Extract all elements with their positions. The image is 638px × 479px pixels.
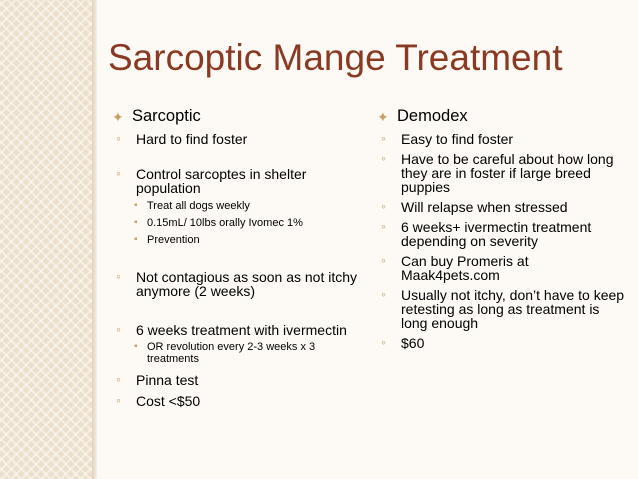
- list-item: ◦ Easy to find foster: [381, 130, 514, 147]
- list-item: ▪ 0.15mL/ 10lbs orally Ivomec 1%: [134, 217, 303, 229]
- list-item: ◦ Control sarcoptes in shelter population: [116, 165, 307, 196]
- slide-title: Sarcoptic Mange Treatment: [108, 37, 563, 78]
- bullet-icon: ▪: [134, 234, 138, 245]
- left-heading-item: [112, 107, 360, 126]
- bullet-icon: ◦: [381, 218, 386, 234]
- list-item: ▪ Treat all dogs weekly: [134, 200, 250, 212]
- bullet-icon: ◦: [116, 392, 121, 408]
- left-heading: Sarcoptic: [132, 107, 201, 125]
- right-heading: Demodex: [397, 107, 468, 125]
- bullet-icon: ✦: [112, 109, 124, 125]
- list-item: ◦ Cost <$50: [116, 392, 201, 409]
- bullet-icon: ▪: [134, 217, 138, 228]
- list-item: ◦ Hard to find foster: [116, 130, 248, 147]
- list-item: ◦ Can buy Promeris at Maak4pets.com: [381, 252, 529, 283]
- list-item: ◦ 6 weeks+ ivermectin treatment depending on severity: [381, 218, 592, 249]
- list-item: ◦ $60: [381, 334, 425, 351]
- bullet-icon: ◦: [381, 150, 386, 166]
- sidebar-edge: [92, 0, 97, 479]
- list-item: ◦ Not contagious as soon as not itchy anymore (2 weeks): [116, 268, 358, 299]
- bullet-icon: ▪: [134, 341, 138, 352]
- bullet-icon: ◦: [381, 198, 386, 214]
- bullet-icon: ◦: [116, 165, 121, 181]
- list-item: ▪ Prevention: [134, 234, 200, 246]
- list-item: ◦ Pinna test: [116, 371, 199, 388]
- bullet-icon: ◦: [116, 130, 121, 146]
- list-item: ◦ Will relapse when stressed: [381, 198, 568, 215]
- bullet-icon: ◦: [381, 334, 386, 350]
- list-item: ▪ OR revolution every 2-3 weeks x 3 treatments: [134, 341, 316, 365]
- bullet-icon: ◦: [116, 371, 121, 387]
- right-column: [377, 107, 627, 350]
- right-heading-item: [377, 107, 627, 126]
- bullet-icon: ▪: [134, 200, 138, 211]
- list-item: ◦ 6 weeks treatment with ivermectin: [116, 321, 347, 338]
- bullet-icon: ◦: [381, 252, 386, 268]
- bullet-icon: ✦: [377, 109, 389, 125]
- list-item: ◦ Usually not itchy, don’t have to keep retesting as long as treatment is long enough: [381, 286, 625, 331]
- list-item: ◦ Have to be careful about how long they are in foster if large breed puppies: [381, 150, 614, 195]
- left-column: [112, 107, 360, 408]
- bullet-icon: ◦: [116, 268, 121, 284]
- bullet-icon: ◦: [381, 286, 386, 302]
- bullet-icon: ◦: [116, 321, 121, 337]
- decorative-sidebar: [0, 0, 92, 479]
- bullet-icon: ◦: [381, 130, 386, 146]
